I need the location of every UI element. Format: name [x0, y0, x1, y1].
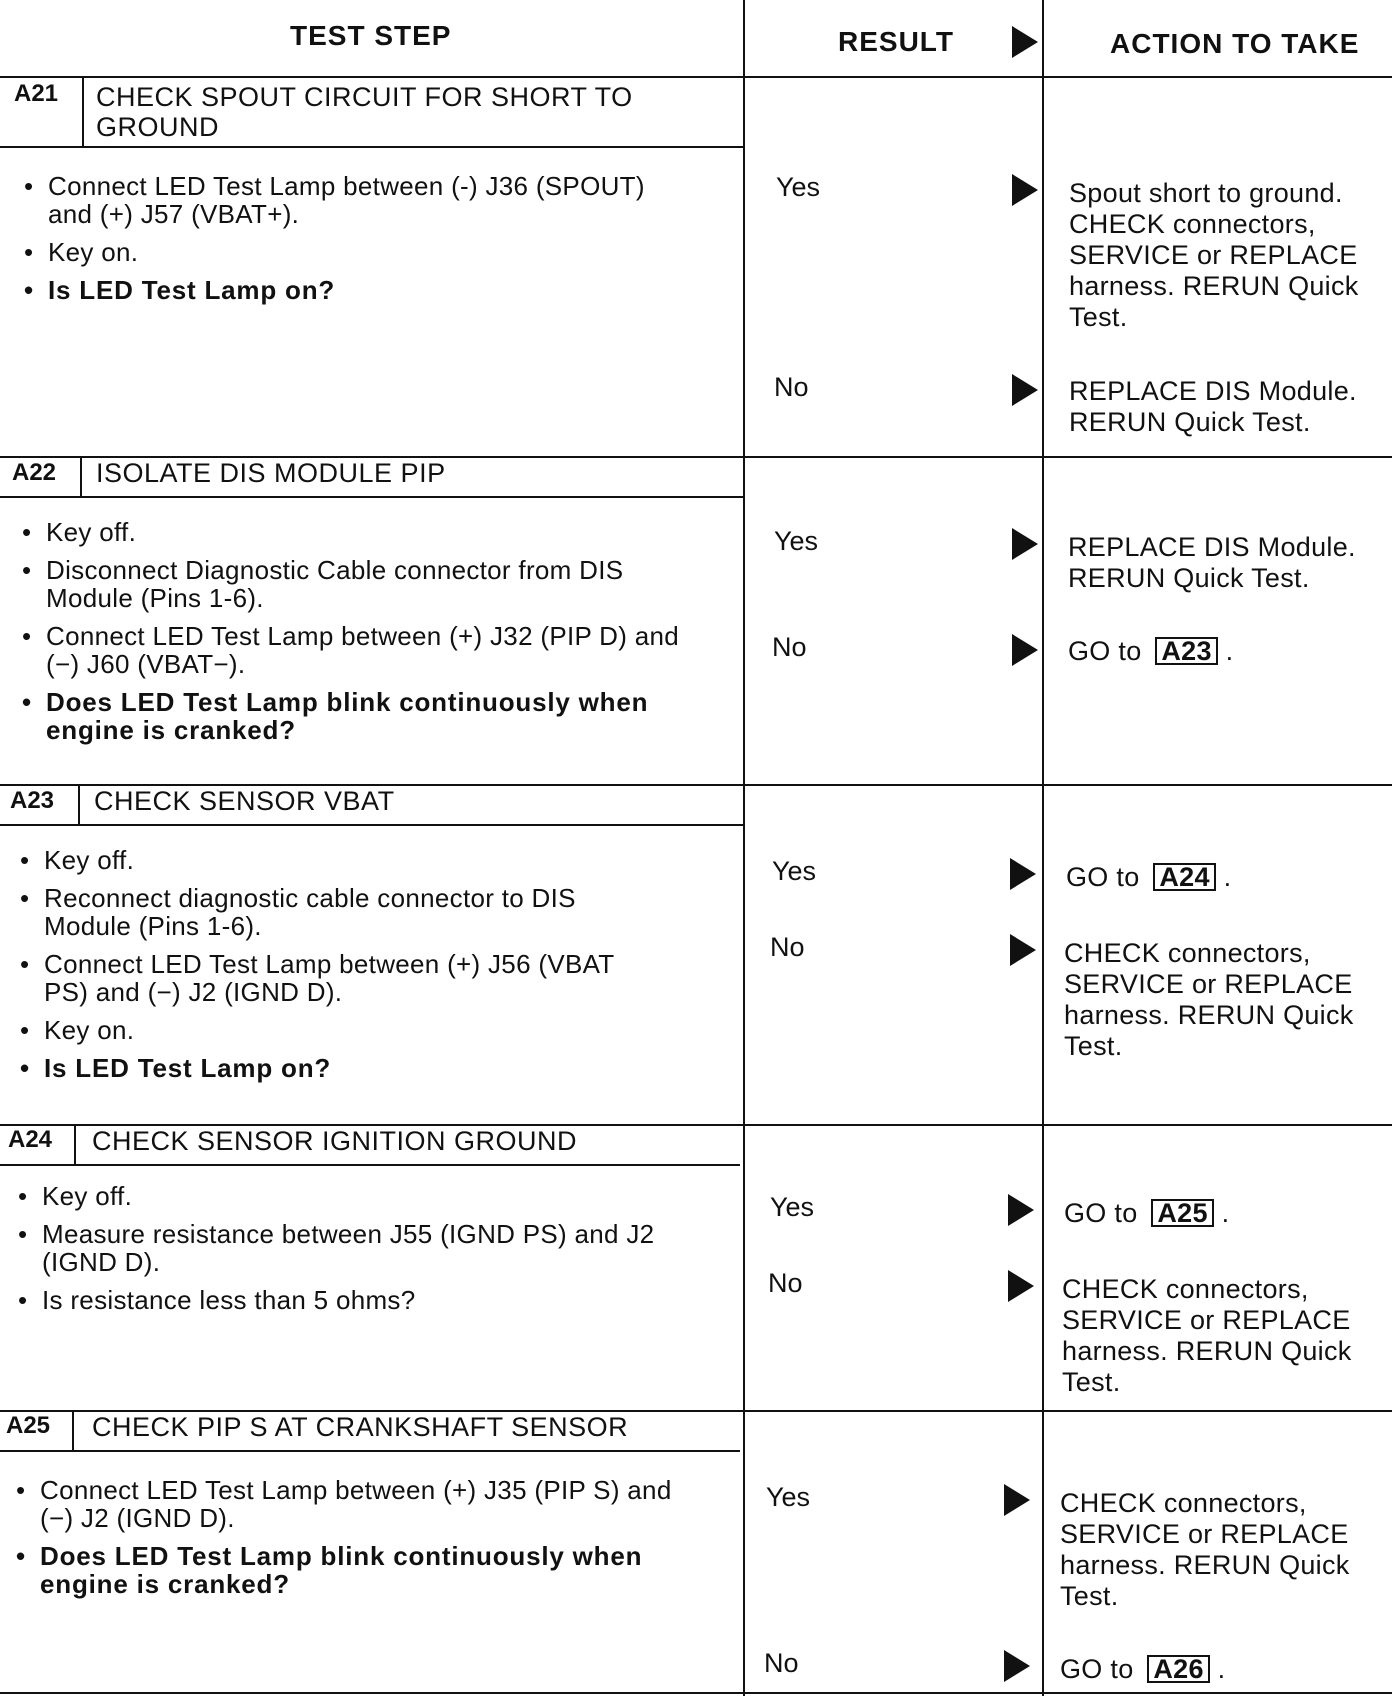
step-bullets — [14, 1182, 694, 1324]
result-no: No — [770, 932, 805, 962]
arrow-icon — [1008, 1270, 1034, 1302]
step-bottom-rule — [0, 1692, 1392, 1694]
step-title-rule — [0, 146, 744, 148]
divider-test-result — [743, 0, 745, 1696]
step-title-rule — [0, 824, 744, 826]
step-id-divider — [80, 456, 82, 498]
step-ref-a24[interactable]: A24 — [1153, 863, 1215, 891]
bullet-question: • Does LED Test Lamp blink continuously when engine is cranked? — [12, 1542, 702, 1598]
step-ref-a23[interactable]: A23 — [1155, 637, 1217, 665]
action-no — [1060, 1654, 1360, 1685]
step-id: A22 — [12, 459, 57, 486]
step-id: A23 — [10, 787, 55, 814]
step-title-rule — [0, 1450, 740, 1452]
action-yes: Spout short to ground. CHECK connectors, SERVICE or REPLACE harness. RERUN Quick Test. — [1069, 178, 1359, 332]
bullet-question: • Is LED Test Lamp on? — [16, 1054, 636, 1082]
step-id-divider — [82, 76, 84, 148]
bullet-question: • Is LED Test Lamp on? — [20, 276, 680, 304]
header-action: ACTION TO TAKE — [1110, 28, 1360, 59]
action-yes: CHECK connectors, SERVICE or REPLACE harness. RERUN Quick Test. — [1060, 1488, 1350, 1611]
bullet: • Key on. — [20, 238, 680, 266]
step-title-rule — [0, 1164, 740, 1166]
bullet: • Key off. — [14, 1182, 694, 1210]
step-id-divider — [78, 784, 80, 826]
arrow-icon — [1012, 174, 1038, 206]
step-ref-a25[interactable]: A25 — [1151, 1199, 1213, 1227]
action-yes — [1064, 1198, 1364, 1229]
arrow-icon — [1010, 934, 1036, 966]
action-period: . — [1221, 1198, 1230, 1228]
action-period: . — [1223, 862, 1232, 892]
action-go-to: GO to — [1066, 862, 1140, 892]
arrow-icon — [1008, 1194, 1034, 1226]
step-id-divider — [74, 1124, 76, 1166]
bullet: • Reconnect diagnostic cable connector to DIS Module (Pins 1-6). — [16, 884, 636, 940]
step-title: CHECK SENSOR VBAT — [94, 786, 395, 816]
bullet-question: • Does LED Test Lamp blink continuously when engine is cranked? — [18, 688, 702, 744]
action-no: REPLACE DIS Module. RERUN Quick Test. — [1069, 376, 1357, 437]
step-bullets — [18, 518, 702, 754]
step-ref-a26[interactable]: A26 — [1147, 1655, 1209, 1683]
bullet: • Key off. — [18, 518, 702, 546]
header-arrow-icon — [1012, 26, 1038, 58]
result-yes: Yes — [774, 526, 819, 556]
result-no: No — [764, 1648, 799, 1678]
header-test-step: TEST STEP — [290, 20, 452, 51]
action-go-to: GO to — [1064, 1198, 1138, 1228]
bullet: • Disconnect Diagnostic Cable connector from DIS Module (Pins 1-6). — [18, 556, 702, 612]
result-no: No — [768, 1268, 803, 1298]
action-no: CHECK connectors, SERVICE or REPLACE harness. RERUN Quick Test. — [1062, 1274, 1352, 1397]
result-no: No — [774, 372, 809, 402]
action-yes — [1066, 862, 1366, 893]
action-yes: REPLACE DIS Module. RERUN Quick Test. — [1068, 532, 1356, 593]
result-no: No — [772, 632, 807, 662]
step-title: CHECK PIP S AT CRANKSHAFT SENSOR — [92, 1412, 629, 1442]
action-no: CHECK connectors, SERVICE or REPLACE harness. RERUN Quick Test. — [1064, 938, 1354, 1061]
arrow-icon — [1004, 1650, 1030, 1682]
arrow-icon — [1004, 1484, 1030, 1516]
bullet: • Is resistance less than 5 ohms? — [14, 1286, 694, 1314]
action-period: . — [1225, 636, 1234, 666]
step-id: A21 — [14, 80, 59, 107]
step-id-divider — [72, 1410, 74, 1452]
bullet: • Key on. — [16, 1016, 636, 1044]
step-title: CHECK SPOUT CIRCUIT FOR SHORT TO GROUND — [96, 82, 633, 142]
action-no — [1068, 636, 1368, 667]
bullet: • Key off. — [16, 846, 636, 874]
arrow-icon — [1012, 374, 1038, 406]
step-bullets — [20, 172, 680, 314]
result-yes: Yes — [766, 1482, 811, 1512]
result-yes: Yes — [770, 1192, 815, 1222]
divider-result-action — [1042, 0, 1044, 1696]
bullet: • Connect LED Test Lamp between (+) J35 (PIP S) and (−) J2 (IGND D). — [12, 1476, 702, 1532]
bullet: • Connect LED Test Lamp between (+) J32 (PIP D) and (−) J60 (VBAT−). — [18, 622, 702, 678]
result-yes: Yes — [776, 172, 821, 202]
action-go-to: GO to — [1068, 636, 1142, 666]
header-result: RESULT — [838, 26, 954, 57]
step-bullets — [12, 1476, 702, 1608]
step-bullets — [16, 846, 636, 1092]
arrow-icon — [1010, 858, 1036, 890]
step-title: ISOLATE DIS MODULE PIP — [96, 458, 446, 488]
header-divider — [0, 76, 1392, 78]
arrow-icon — [1012, 634, 1038, 666]
result-yes: Yes — [772, 856, 817, 886]
bullet: • Connect LED Test Lamp between (-) J36 (SPOUT) and (+) J57 (VBAT+). — [20, 172, 680, 228]
step-title: CHECK SENSOR IGNITION GROUND — [92, 1126, 578, 1156]
bullet: • Measure resistance between J55 (IGND PS) and J2 (IGND D). — [14, 1220, 694, 1276]
step-id: A25 — [6, 1412, 51, 1439]
step-title-rule — [0, 496, 744, 498]
action-period: . — [1217, 1654, 1226, 1684]
bullet: • Connect LED Test Lamp between (+) J56 (VBAT PS) and (−) J2 (IGND D). — [16, 950, 636, 1006]
action-go-to: GO to — [1060, 1654, 1134, 1684]
arrow-icon — [1012, 528, 1038, 560]
step-id: A24 — [8, 1126, 53, 1153]
